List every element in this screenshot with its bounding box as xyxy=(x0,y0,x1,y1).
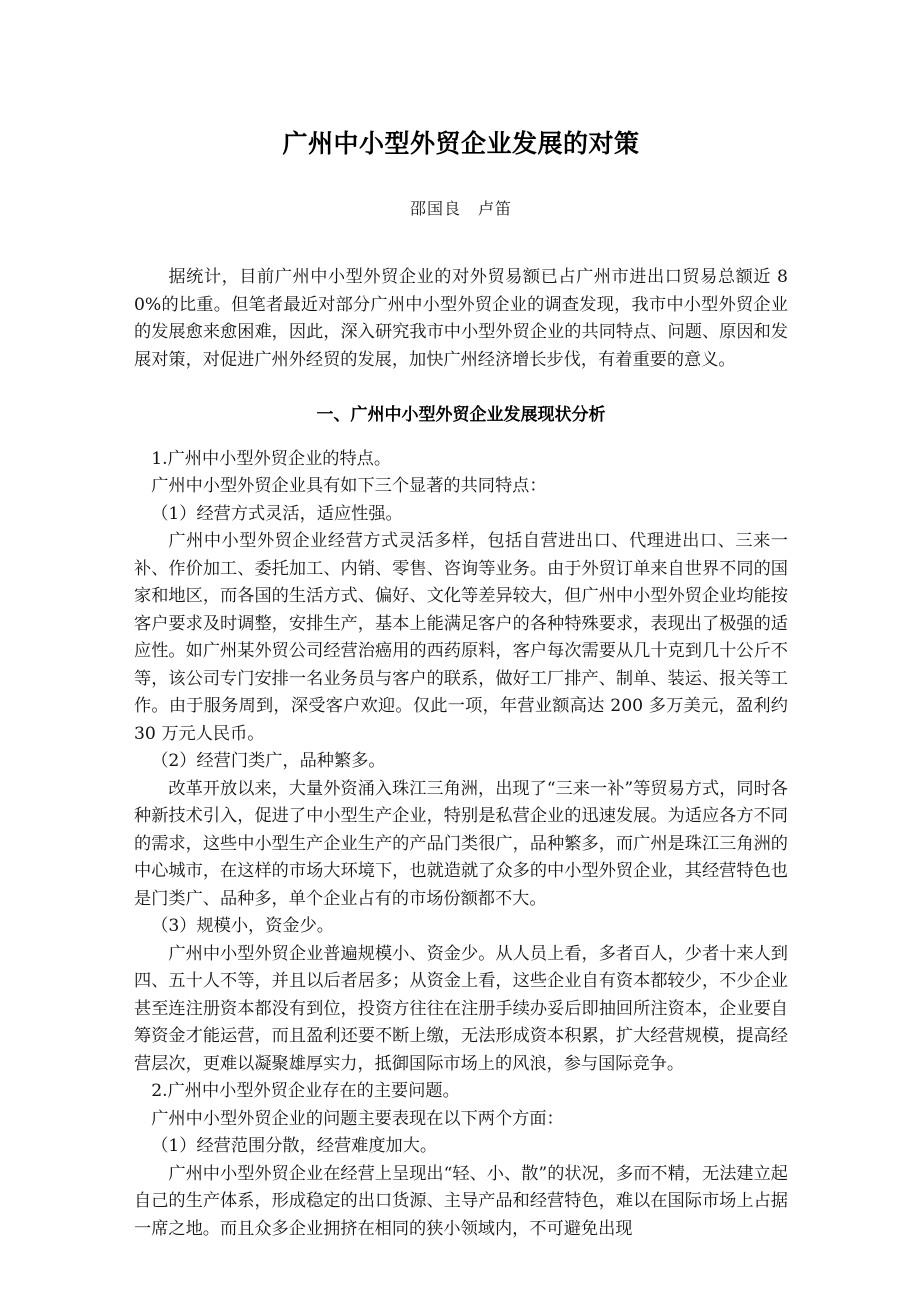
abstract-paragraph: 据统计，目前广州中小型外贸企业的对外贸易额已占广州市进出口贸易总额近 80%的比重。但笔者最近对部分广州中小型外贸企业的调查发现，我市中小型外贸企业的发展愈来愈困难，因此，深入研究我市中小型外贸企业的共同特点、问题、原因和发展对策，对促进广州外经贸的发展，加快广州经济增长步伐，有着重要的意义。 xyxy=(134,267,788,370)
section-body-1 xyxy=(134,446,788,1244)
body-paragraph: 1.广州中小型外贸企业的特点。 xyxy=(151,448,392,469)
body-paragraph: （2）经营门类广，品种繁多。 xyxy=(151,751,386,771)
body-paragraph: 改革开放以来，大量外资涌入珠江三角洲，出现了“三来一补”等贸易方式，同时各种新技术引入，促进了中小型生产企业，特别是私营企业的迅速发展。为适应各方不同的需求，这些中小型生产企业生产的产品门类很广，品种繁多，而广州是珠江三角洲的中心城市，在这样的市场大环境下，也就造就了众多的中小型外贸企业，其经营特色也是门类广、品种多，单个企业占有的市场份额都不大。 xyxy=(134,778,788,909)
body-paragraph: 广州中小型外贸企业经营方式灵活多样，包括自营进出口、代理进出口、三来一补、作价加工、委托加工、内销、零售、咨询等业务。由于外贸订单来自世界不同的国家和地区，而各国的生活方式、偏好、文化等差异较大，但广州中小型外贸企业均能按客户要求及时调整，安排生产，基本上能满足客户的各种特殊要求，表现出了极强的适应性。如广州某外贸公司经营治癌用的西药原料，客户每次需要从几十克到几十公斤不等，该公司专门安排一名业务员与客户的联系，做好工厂排产、制单、装运、报关等工作。由于服务周到，深受客户欢迎。仅此一项，年营业额高达 200 多万美元，盈利约 30 万元人民币。 xyxy=(134,531,788,744)
abstract-block xyxy=(134,220,788,374)
section-heading-1: 一、广州中小型外贸企业发展现状分析 xyxy=(316,405,606,425)
body-paragraph: 广州中小型外贸企业具有如下三个显著的共同特点： xyxy=(151,476,547,496)
body-paragraph: （3）规模小，资金少。 xyxy=(151,916,334,936)
body-paragraph: 广州中小型外贸企业普遍规模小、资金少。从人员上看，多者百人，少者十来人到四、五十人不等，并且以后者居多；从资金上看，这些企业自有资本都较少，不少企业甚至连注册资本都没有到位，投资方往往在注册手续办妥后即抽回所注资本，企业要自筹资金才能运营，而且盈利还要不断上缴，无法形成资本积累，扩大经营规模，提高经营层次，更难以凝聚雄厚实力，抵御国际市场上的风浪，参与国际竞争。 xyxy=(134,943,788,1074)
author-byline: 邵国良 卢笛 xyxy=(409,199,512,218)
page-content-column xyxy=(134,0,788,1243)
page-title: 广州中小型外贸企业发展的对策 xyxy=(282,129,640,158)
body-paragraph: 广州中小型外贸企业在经营上呈现出“轻、小、散”的状况，多而不精，无法建立起自己的生产体系，形成稳定的出口货源、主导产品和经营特色，难以在国际市场上占据一席之地。而且众多企业拥挤在相同的狭小领域内，不可避免出现 xyxy=(134,1163,788,1239)
body-paragraph: 广州中小型外贸企业的问题主要表现在以下两个方面： xyxy=(151,1108,564,1129)
body-paragraph: （1）经营范围分散，经营难度加大。 xyxy=(151,1136,438,1156)
body-paragraph: 2.广州中小型外贸企业存在的主要问题。 xyxy=(151,1081,460,1101)
body-paragraph: （1）经营方式灵活，适应性强。 xyxy=(151,503,403,524)
